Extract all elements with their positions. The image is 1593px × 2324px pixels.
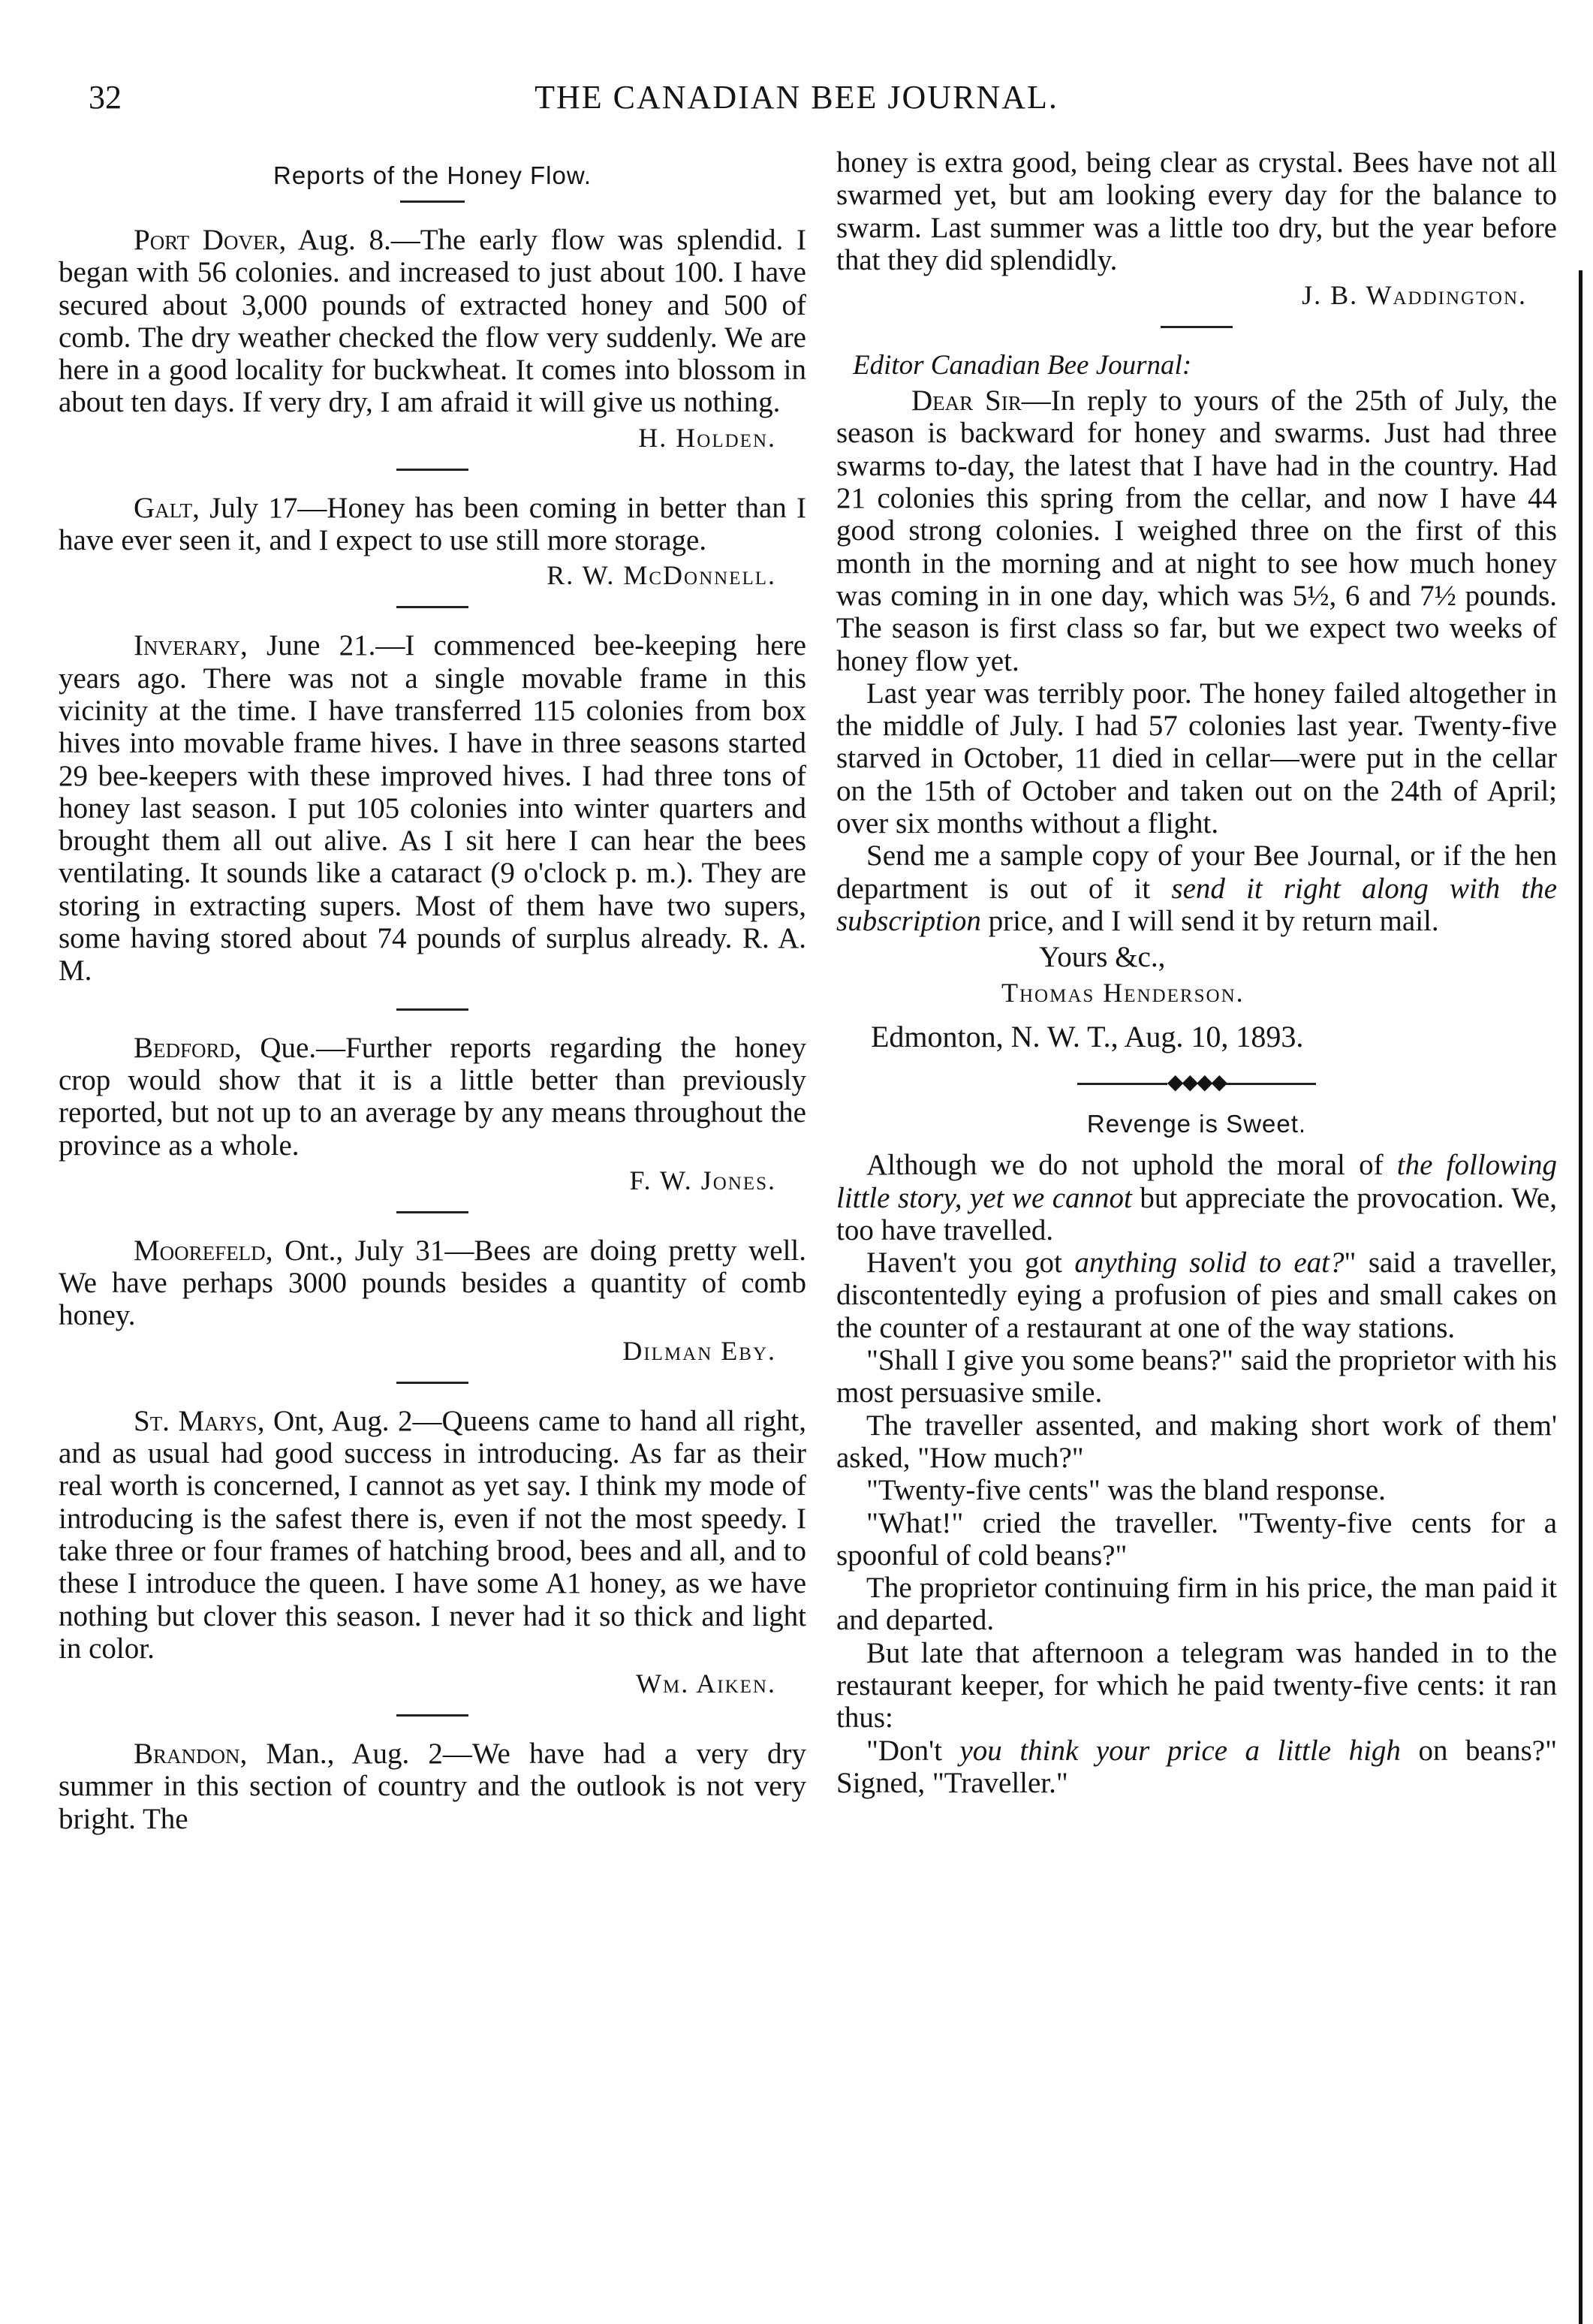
- report-moorefeld: [59, 1234, 806, 1367]
- report-place: Moorefeld: [134, 1234, 266, 1267]
- report-text: Galt, July 17—Honey has been coming in better than I have ever seen it, and I expect to use still more storage.: [59, 491, 806, 557]
- story-paragraph: "Don't you think your price a little high on beans?" Signed, "Traveller.": [836, 1734, 1557, 1799]
- divider: [396, 1714, 468, 1717]
- story: [836, 1110, 1557, 1799]
- story-paragraph: Haven't you got anything solid to eat?" said a traveller, discontentedly eying a profusion of pies and small cakes on the counter of a restaurant at one of the way stations.: [836, 1246, 1558, 1344]
- page-number: 32: [89, 79, 122, 116]
- report-signature: R. A. M.: [59, 922, 807, 987]
- report-port-dover: [59, 224, 806, 454]
- report-place: Bedford: [134, 1031, 235, 1064]
- letter-salutation: Editor Canadian Bee Journal:: [853, 350, 1192, 381]
- divider: [1161, 326, 1233, 328]
- report-st-marys: [59, 1405, 806, 1699]
- divider: [400, 200, 465, 203]
- right-column: [836, 146, 1557, 1799]
- letter-signature: Thomas Henderson.: [1001, 978, 1245, 1008]
- letter-closing: Yours &c.,: [1039, 941, 1166, 974]
- letter-paragraph: Send me a sample copy of your Bee Journal, or if the hen department is out of it send it right along with the subscription price, and I will send it by return mail.: [836, 839, 1558, 937]
- section-title: Reports of the Honey Flow.: [273, 161, 592, 189]
- report-brandon: [59, 1738, 806, 1835]
- story-paragraph: Although we do not uphold the moral of the following little story, yet we cannot but appreciate the provocation. We, too have travelled.: [836, 1149, 1557, 1246]
- report-galt: [59, 492, 806, 592]
- page-header: [0, 78, 1593, 123]
- story-paragraph: The proprietor continuing firm in his price, the man paid it and departed.: [836, 1572, 1557, 1637]
- report-signature: Wm. Aiken.: [636, 1668, 776, 1699]
- report-text: Moorefeld, Ont., July 31—Bees are doing pretty well. We have perhaps 3000 pounds besides a quantity of comb honey.: [59, 1234, 806, 1332]
- report-place: Inverary: [134, 629, 241, 662]
- divider: [396, 1382, 468, 1384]
- report-signature: H. Holden.: [638, 422, 776, 453]
- report-signature: R. W. McDonnell.: [547, 560, 776, 591]
- report-text: Brandon, Man., Aug. 2—We have had a very dry summer in this section of country and the outlook is not very bright. The: [59, 1738, 806, 1835]
- letter: [836, 349, 1557, 1054]
- continuation-text: honey is extra good, being clear as crystal. Bees have not all swarmed yet, but am looking every day for the balance to swarm. Last summer was a little too dry, but the year before that they did splendidly.: [836, 146, 1557, 276]
- report-text: St. Marys, Ont, Aug. 2—Queens came to hand all right, and as usual had good success in introducing. As far as their real worth is concerned, I cannot as yet say. I think my mode of introducing is the safest there is, even if not the most speedy. I take three or four frames of hatching brood, bees and all, and to these I introduce the queen. I have some A1 honey, as we have nothing but clover this season. I never had it so thick and light in color.: [59, 1404, 806, 1665]
- report-place: Galt: [134, 491, 193, 524]
- story-paragraph: "What!" cried the traveller. "Twenty-five cents for a spoonful of cold beans?": [836, 1506, 1557, 1572]
- letter-opening: Dear Sir: [911, 384, 1022, 417]
- page-edge-bar: [1579, 270, 1582, 2324]
- story-title: Revenge is Sweet.: [1086, 1110, 1307, 1138]
- letter-paragraph: Last year was terribly poor. The honey failed altogether in the middle of July. I had 57 colonies last year. Twenty-five starved in October, 11 died in cellar—were put in the cellar on the 15th of October and taken out on the 24th of April; over six months without a flight.: [836, 677, 1557, 840]
- report-bedford: [59, 1032, 806, 1196]
- report-inverary: [59, 629, 806, 987]
- report-place: Port Dover: [134, 224, 279, 256]
- letter-dateline: Edmonton, N. W. T., Aug. 10, 1893.: [871, 1020, 1304, 1054]
- report-place: St. Marys: [134, 1404, 257, 1437]
- report-text: Bedford, Que.—Further reports regarding the honey crop would show that it is a little better than previously reported, but not up to an average by any means throughout the province as a whole.: [59, 1031, 806, 1162]
- divider: [396, 1211, 468, 1213]
- ornament-divider: ◆◆◆◆: [836, 1069, 1557, 1095]
- report-text: Inverary, June 21.—I commenced bee-keeping here years ago. There was not a single movable frame in this vicinity at the time. I have transferred 115 colonies from box hives into movable frame hives. I have in three seasons started 29 bee-keepers with these improved hives. I had three tons of honey last season. I put 105 colonies into winter quarters and brought them all out alive. As I sit here I can hear the bees ventilating. It sounds like a cataract (9 o'clock p. m.). They are storing in extracting supers. Most of them have two supers, some having stored about 74 pounds of surplus already. R. A. M.: [59, 629, 807, 987]
- journal-title: THE CANADIAN BEE JOURNAL.: [535, 79, 1058, 116]
- story-paragraph: But late that afternoon a telegram was handed in to the restaurant keeper, for which he paid twenty-five cents: it ran thus:: [836, 1636, 1557, 1735]
- story-paragraph: "Twenty-five cents" was the bland response.: [866, 1474, 1386, 1507]
- report-text: Port Dover, Aug. 8.—The early flow was splendid. I began with 56 colonies. and increased to just about 100. I have secured about 3,000 pounds of extracted honey and 500 of comb. The dry weather checked the flow very suddenly. We are here in a good locality for buckwheat. It comes into blossom in about ten days. If very dry, I am afraid it will give us nothing.: [59, 224, 806, 419]
- left-column: [59, 146, 806, 1835]
- report-signature: Dilman Eby.: [622, 1335, 776, 1366]
- report-place: Brandon: [134, 1738, 240, 1771]
- report-signature: F. W. Jones.: [629, 1165, 776, 1195]
- divider: [396, 606, 468, 608]
- divider: [396, 1008, 468, 1011]
- letter-paragraph: Dear Sir—In reply to yours of the 25th of July, the season is backward for honey and swarms. Just had three swarms to-day, the latest that I have had in the country. Had 21 colonies this spring from the cellar, and now I have 44 good strong colonies. I weighed three on the first of this month in the morning and at night to see how much honey was coming in in one day, which was 5½, 6 and 7½ pounds. The season is first class so far, but we expect two weeks of honey flow yet.: [836, 384, 1558, 677]
- divider: [396, 469, 468, 471]
- story-paragraph: "Shall I give you some beans?" said the proprietor with his most persuasive smile.: [836, 1344, 1557, 1409]
- story-paragraph: The traveller assented, and making short work of them' asked, "How much?": [836, 1409, 1557, 1474]
- continuation-signature: J. B. Waddington.: [1302, 280, 1527, 311]
